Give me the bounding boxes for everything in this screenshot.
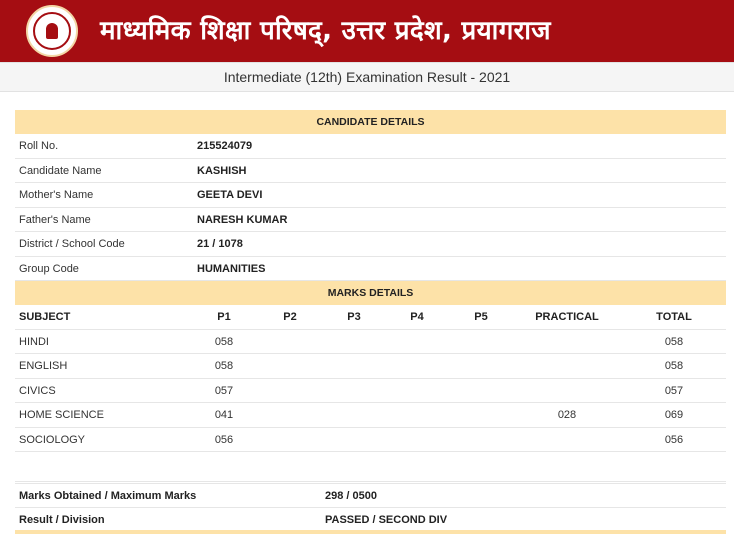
result-title-bar: [0, 62, 734, 92]
table-row: [15, 330, 726, 355]
candidate-row-father: [15, 208, 726, 233]
summary-value: PASSED / SECOND DIV: [325, 513, 448, 526]
summary-row-result: [15, 508, 726, 533]
column-header-practical: PRACTICAL: [535, 311, 599, 323]
page-header-title: माध्यमिक शिक्षा परिषद्, उत्तर प्रदेश, प्रयागराज: [100, 16, 551, 46]
candidate-row-roll: [15, 134, 726, 159]
candidate-value: NARESH KUMAR: [197, 213, 288, 226]
up-board-emblem-icon: [26, 5, 78, 57]
total-cell: 057: [664, 384, 684, 397]
summary-value: 298 / 0500: [325, 490, 377, 502]
bottom-band: [15, 530, 726, 534]
p1-cell: 041: [214, 409, 234, 421]
column-header-p2: P2: [283, 311, 297, 323]
candidate-value: 215524079: [197, 140, 253, 152]
total-cell: 058: [664, 335, 684, 348]
practical-cell: 028: [557, 409, 577, 421]
summary-label: Result / Division: [19, 513, 105, 526]
column-header-subject: SUBJECT: [19, 311, 71, 323]
total-cell: 058: [664, 360, 684, 372]
column-header-total: TOTAL: [656, 311, 692, 323]
candidate-row-group: [15, 257, 726, 282]
candidate-value: KASHISH: [197, 164, 247, 177]
candidate-row-mother: [15, 183, 726, 208]
candidate-label: Father's Name: [19, 213, 91, 226]
table-row: [15, 354, 726, 379]
candidate-label: Group Code: [19, 262, 79, 275]
candidate-label: Mother's Name: [19, 189, 94, 201]
table-row: [15, 379, 726, 404]
total-cell: 069: [664, 409, 684, 421]
column-header-p3: P3: [347, 311, 361, 323]
candidate-value: 21 / 1078: [197, 238, 243, 250]
subject-cell: ENGLISH: [19, 360, 68, 372]
candidate-label: Roll No.: [19, 140, 59, 152]
site-header: [0, 0, 734, 62]
column-header-p5: P5: [474, 311, 488, 323]
column-header-p4: P4: [410, 311, 424, 323]
p1-cell: 056: [214, 433, 234, 446]
subject-cell: HOME SCIENCE: [19, 409, 104, 421]
subject-cell: HINDI: [19, 335, 49, 348]
column-header-p1: P1: [217, 311, 231, 323]
table-row: [15, 403, 726, 428]
p1-cell: 058: [214, 335, 234, 348]
candidate-label: Candidate Name: [19, 164, 102, 177]
subject-cell: CIVICS: [19, 384, 56, 397]
total-cell: 056: [664, 433, 684, 446]
table-row: [15, 428, 726, 453]
summary-row-marks: [15, 483, 726, 508]
marks-header-row: [15, 305, 726, 330]
summary-label: Marks Obtained / Maximum Marks: [19, 490, 197, 502]
candidate-row-district: [15, 232, 726, 257]
candidate-row-name: [15, 159, 726, 184]
spacer-row: [15, 452, 726, 482]
candidate-value: GEETA DEVI: [197, 189, 263, 201]
candidate-value: HUMANITIES: [197, 262, 266, 275]
subject-cell: SOCIOLOGY: [19, 433, 86, 446]
marks-details-heading: MARKS DETAILS: [15, 281, 726, 305]
candidate-details-heading: CANDIDATE DETAILS: [15, 110, 726, 134]
p1-cell: 057: [214, 384, 234, 397]
candidate-label: District / School Code: [19, 238, 125, 250]
result-title: Intermediate (12th) Examination Result - 2021: [223, 69, 511, 85]
p1-cell: 058: [214, 360, 234, 372]
